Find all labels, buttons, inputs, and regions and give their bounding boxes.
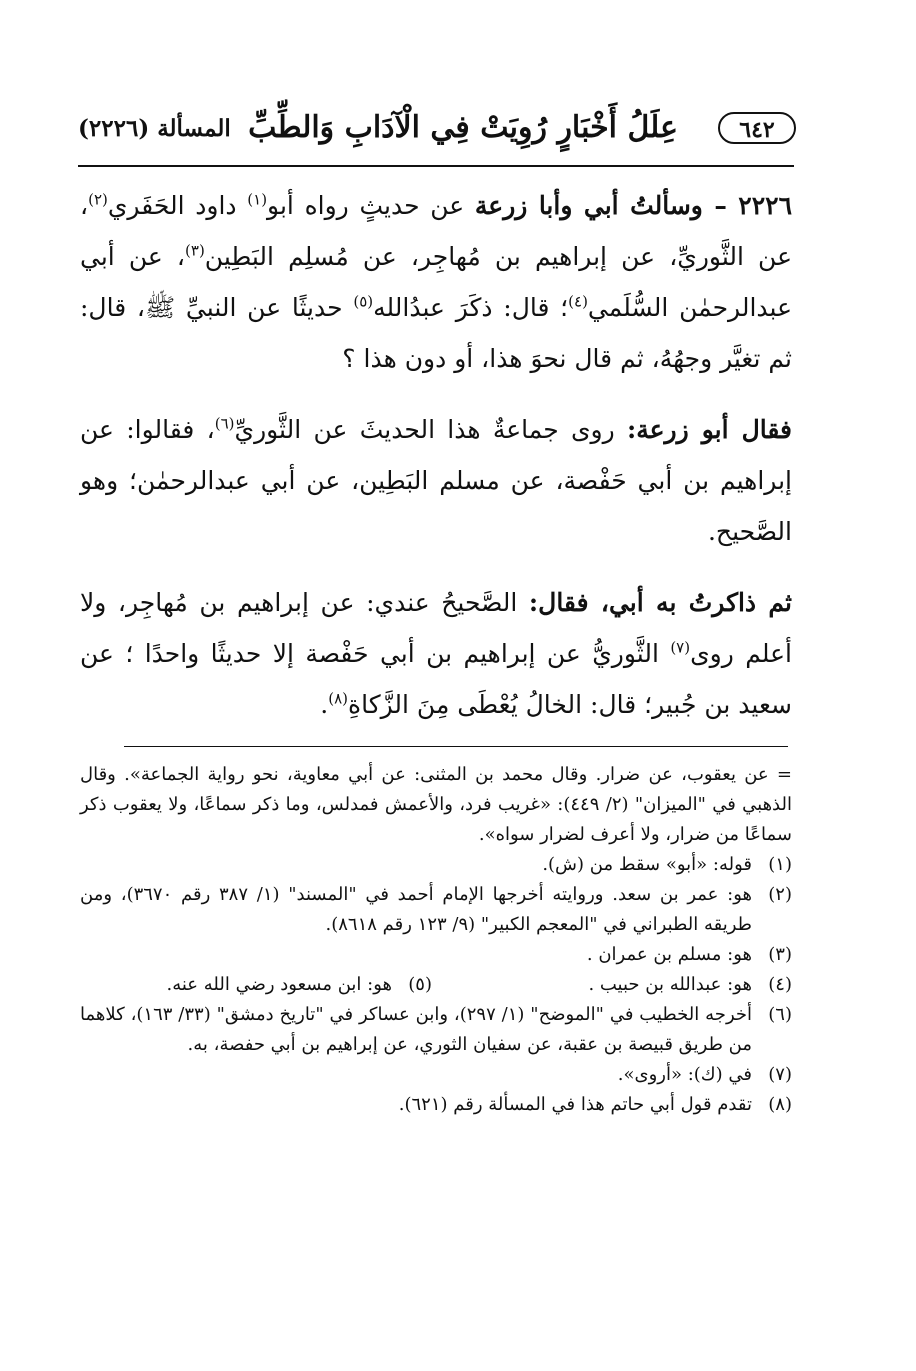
footnote-6	[80, 1000, 792, 1060]
header-divider	[78, 165, 794, 167]
text-run: ؛ قال: ذكَرَ عبدُالله	[373, 293, 569, 322]
footnote-marker: (٨)	[328, 689, 349, 708]
speaker-lead: ثم ذاكرتُ به أبي، فقال:	[528, 588, 793, 617]
footnote-continuation: = عن يعقوب، عن ضرار. وقال محمد بن المثنى: عن أبي معاوية، نحو رواية الجماعة». وقال الذهبي في "الميزان" (٢/ ٤٤٩): «غريب فرد، والأعمش فمدلس، وما ذكر سماعًا، ولا يعقوب ذكر سماعًا من ضرار، ولا أعرف لضرار سواه».	[80, 764, 792, 845]
footnote-number: (٧)	[768, 1064, 792, 1085]
footnote-text: قوله: «أبو» سقط من (ش).	[542, 854, 752, 875]
footnote-number: (١)	[768, 854, 792, 875]
footnote-text: هو: ابن مسعود رضي الله عنه.	[166, 974, 392, 995]
footnote-divider	[124, 746, 788, 747]
footnote-marker: (٣)	[185, 241, 205, 260]
footnote-number: (٦)	[768, 1004, 792, 1025]
text-run: داود الحَفَري	[107, 191, 248, 220]
text-run: .	[320, 690, 329, 719]
footnote-marker: (١)	[247, 190, 268, 209]
footnote-text: هو: مسلم بن عمران .	[586, 944, 752, 965]
footnote-3	[80, 940, 792, 970]
footnote-pair	[80, 970, 792, 1000]
footnote-number: (٨)	[768, 1094, 792, 1115]
page-number: ٦٤٢	[718, 112, 796, 144]
footnote-number: (٣)	[768, 944, 792, 965]
footnote-text: في (ك): «أروى».	[617, 1064, 752, 1085]
footnotes	[80, 760, 792, 1120]
question-lead: ٢٢٢٦ – وسألتُ أبي وأبا زرعة	[474, 191, 793, 220]
text-run: حديثًا عن النبيِّ ﷺ، قال: ثم تغيَّر وجهُهُ، ثم قال نحوَ هذا، أو دون هذا ؟	[80, 293, 792, 373]
paragraph-abu-zurah	[80, 404, 792, 557]
footnote-marker: (٤)	[568, 292, 588, 311]
footnote-number: (٥)	[408, 974, 432, 995]
footnote-text: أخرجه الخطيب في "الموضح" (١/ ٢٩٧)، وابن عساكر في "تاريخ دمشق" (٣٣/ ١٦٣)، كلاهما من طريق قبيصة بن عقبة، عن سفيان الثوري، عن إبراهيم بن أبي حفصة، به.	[80, 1004, 752, 1055]
text-run: ، عن الثَّوريِّ، عن إبراهيم بن مُهاجِر، عن مُسلِم البَطِين	[80, 191, 793, 271]
running-title: عِلَلُ أَخْبَارٍ رُوِيَتْ فِي الْآدَابِ وَالطِّبِّ	[248, 110, 678, 145]
footnote-4	[432, 970, 792, 1000]
text-run: ، عن أبي عبدالرحمٰن السُّلَمي	[80, 242, 792, 322]
text-run: روى جماعةٌ هذا الحديثَ عن الثَّوريِّ	[234, 415, 627, 444]
paragraph-question	[80, 180, 792, 384]
footnote-number: (٤)	[768, 974, 792, 995]
text-run: الصَّحيحُ عندي: عن إبراهيم بن مُهاجِر، ولا أعلم روى	[80, 588, 792, 668]
running-header	[78, 100, 796, 156]
text-run: ، فقالوا: عن إبراهيم بن أبي حَفْصة، عن مسلم البَطِين، عن أبي عبدالرحمٰن؛ وهو الصَّحيح.	[80, 415, 792, 546]
text-run: الثَّوريُّ عن إبراهيم بن أبي حَفْصة إلا حديثًا واحدًا ؛ عن سعيد بن جُبير؛ قال: الخالُ يُعْطَى مِنَ الزَّكاةِ	[80, 639, 792, 719]
footnote-2	[80, 880, 792, 940]
section-label: المسألة (٢٢٢٦)	[78, 115, 231, 142]
main-text	[80, 180, 792, 750]
footnote-number: (٢)	[768, 884, 792, 905]
paragraph-abu-hatim	[80, 577, 792, 730]
footnote-8	[80, 1090, 792, 1120]
footnote-text: هو: عمر بن سعد. وروايته أخرجها الإمام أحمد في "المسند" (١/ ٣٨٧ رقم ٣٦٧٠)، ومن طريقه الطبراني في "المعجم الكبير" (٩/ ١٢٣ رقم ٨٦١٨).	[80, 884, 752, 935]
text-run: عن حديثٍ رواه أبو	[267, 191, 475, 220]
footnote-5	[72, 970, 432, 1000]
footnote-text: تقدم قول أبي حاتم هذا في المسألة رقم (٦٢١).	[398, 1094, 752, 1115]
footnote-1	[80, 850, 792, 880]
footnote-marker: (٥)	[353, 292, 374, 311]
footnote-marker: (٧)	[670, 638, 691, 657]
speaker-lead: فقال أبو زرعة:	[627, 415, 792, 444]
footnote-7	[80, 1060, 792, 1090]
footnote-marker: (٦)	[214, 414, 235, 433]
footnote-text: هو: عبدالله بن حبيب .	[588, 974, 752, 995]
footnote-marker: (٢)	[88, 190, 108, 209]
